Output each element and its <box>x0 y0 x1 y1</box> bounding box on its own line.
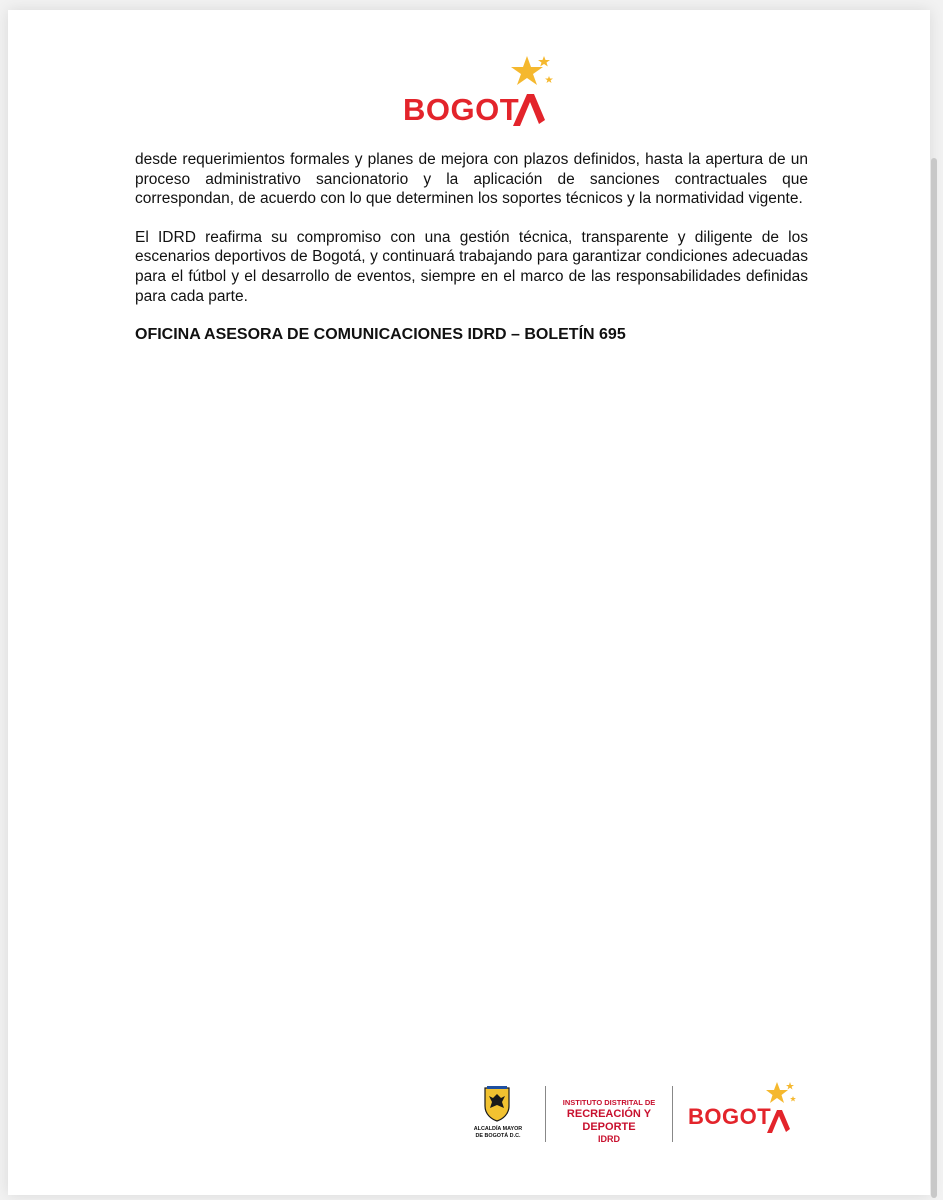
document-body <box>135 150 808 345</box>
idrd-line-1: INSTITUTO DISTRITAL DE <box>562 1098 656 1107</box>
footer-logos <box>470 1078 810 1148</box>
alcaldia-line-2: DE BOGOTÁ D.C. <box>475 1132 521 1139</box>
bogota-coat-of-arms-icon <box>482 1086 512 1122</box>
logo-a-stars-icon <box>503 50 561 134</box>
idrd-line-3: IDRD <box>598 1134 620 1144</box>
footer-logo-text: BOGOT <box>688 1104 772 1129</box>
alcaldia-label <box>470 1126 526 1139</box>
idrd-line-2: RECREACIÓN Y DEPORTE <box>566 1108 652 1133</box>
idrd-label <box>550 1098 668 1145</box>
paragraph-1: desde requerimientos formales y planes de mejora con plazos definidos, hasta la apertura de un proceso administrativo sancionatorio y la aplicación de sanciones contractuales que correspondan, de acuerdo con lo que determinen los soportes técnicos y la normatividad vigente. <box>135 151 808 208</box>
divider <box>672 1086 673 1142</box>
divider <box>545 1086 546 1142</box>
paragraph-2: El IDRD reafirma su compromiso con una gestión técnica, transparente y diligente de los escenarios deportivos de Bogotá, y continuará trabajando para garantizar condiciones adecuadas para el fútbol y el desarrollo de eventos, siempre en el marco de las responsabilidades definidas para cada parte. <box>135 228 808 305</box>
bogota-logo-header <box>395 50 560 135</box>
footer-logo-a-stars-icon <box>760 1078 802 1136</box>
alcaldia-line-1: ALCALDÍA MAYOR <box>473 1126 523 1132</box>
closing-signature: OFICINA ASESORA DE COMUNICACIONES IDRD – BOLETÍN 695 <box>135 326 626 344</box>
logo-text: BOGOT <box>403 92 520 127</box>
scrollbar[interactable] <box>931 158 937 1198</box>
